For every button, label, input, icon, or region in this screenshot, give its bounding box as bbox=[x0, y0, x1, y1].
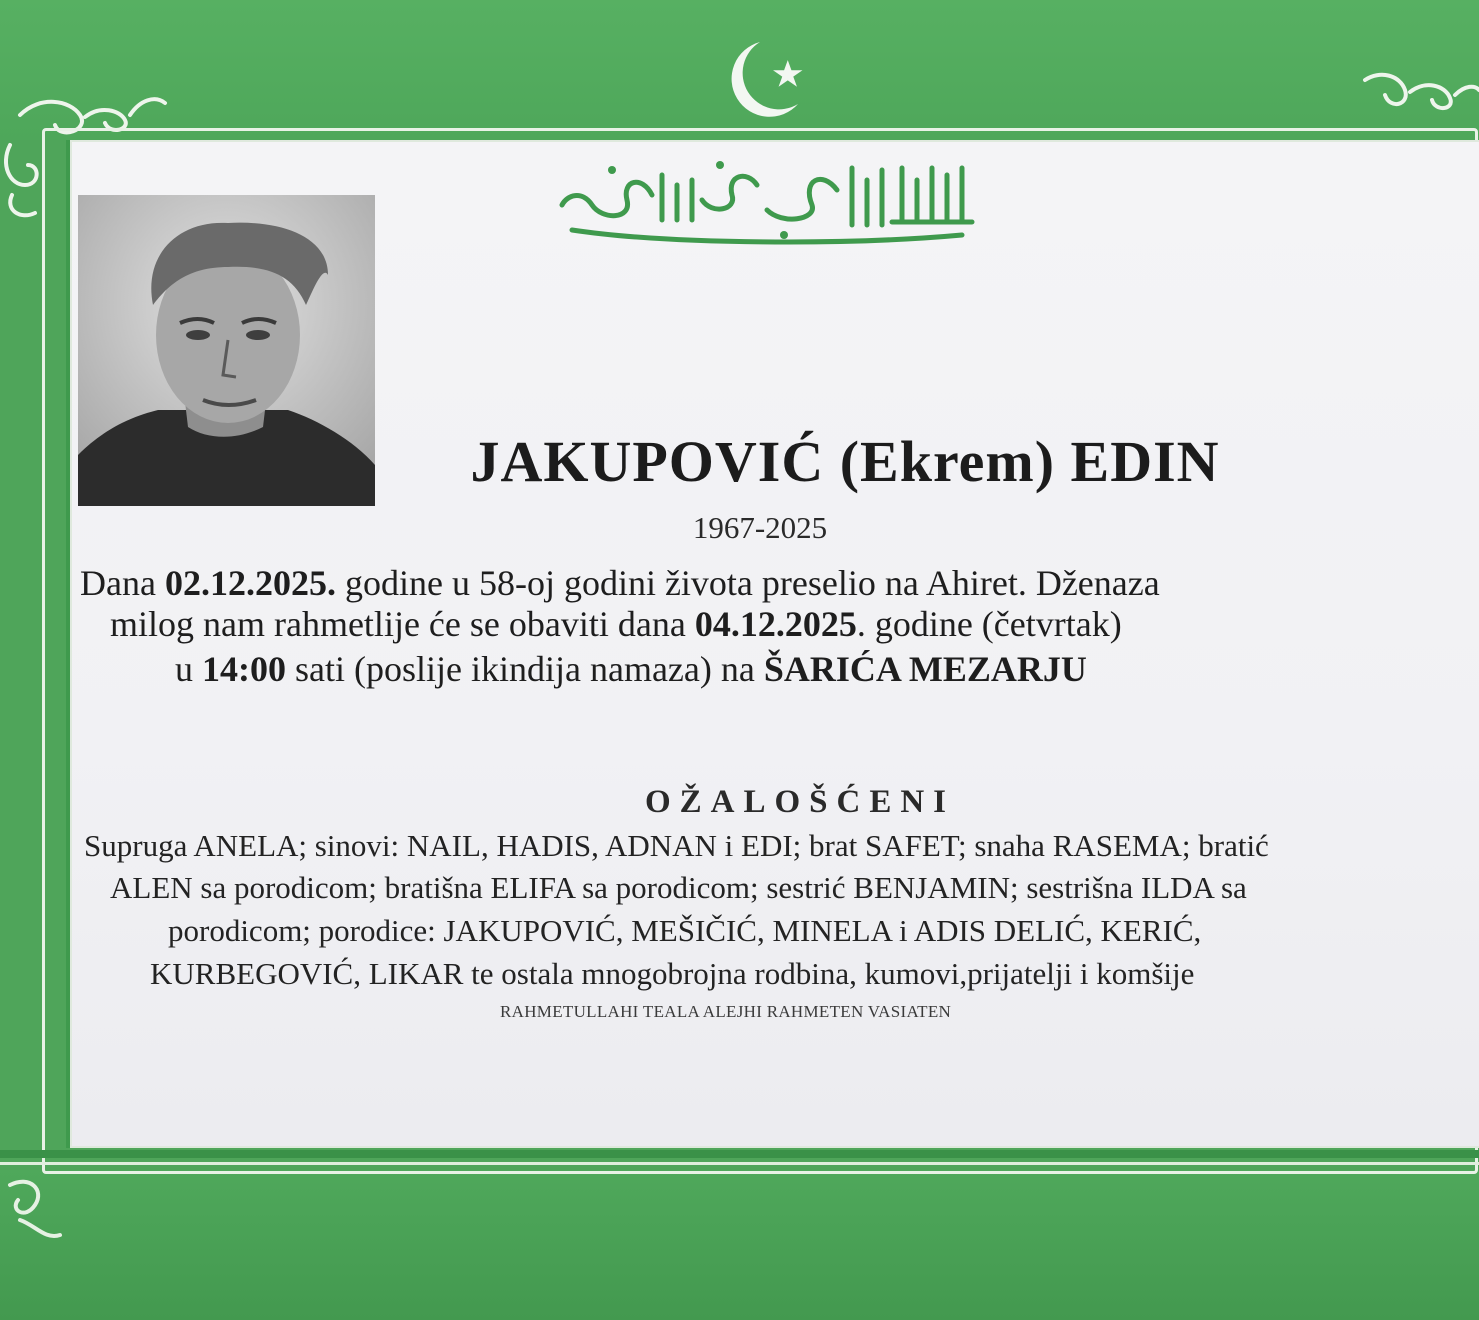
corner-ornament-bottom-left bbox=[0, 1175, 80, 1250]
cemetery-name: ŠARIĆA MEZARJU bbox=[763, 649, 1087, 689]
funeral-time: 14:00 bbox=[202, 649, 286, 689]
announcement-line-1: Dana 02.12.2025. godine u 58-oj godini života preselio na Ahiret. Dženaza bbox=[80, 563, 1160, 603]
deceased-name: JAKUPOVIĆ (Ekrem) EDIN bbox=[470, 429, 1220, 494]
closing-prayer: RAHMETULLAHI TEALA ALEJHI RAHMETEN VASIATEN bbox=[500, 1002, 952, 1021]
crescent-star-icon bbox=[720, 38, 810, 120]
mourners-line: Supruga ANELA; sinovi: NAIL, HADIS, ADNAN i EDI; brat SAFET; snaha RASEMA; bratić bbox=[84, 828, 1269, 863]
death-date: 02.12.2025. bbox=[164, 563, 336, 603]
shahada-text: لا إله إلا الله محمد رسول الله bbox=[758, 210, 770, 211]
mourners-line: KURBEGOVIĆ, LIKAR te ostala mnogobrojna rodbina, kumovi,prijatelji i komšije bbox=[150, 956, 1195, 991]
announcement-line-3: u 14:00 sati (poslije ikindija namaza) na ŠARIĆA MEZARJU bbox=[175, 649, 1087, 689]
shahada-calligraphy bbox=[552, 150, 977, 250]
life-years: 1967-2025 bbox=[692, 510, 828, 545]
frame-bottom-highlight bbox=[0, 1162, 1479, 1165]
mourners-heading: OŽALOŠĆENI bbox=[644, 784, 956, 820]
mourners-line: ALEN sa porodicom; bratišna ELIFA sa porodicom; sestrić BENJAMIN; sestrišna ILDA sa bbox=[110, 870, 1247, 905]
corner-ornament-top-right bbox=[1360, 70, 1479, 130]
announcement-line-2: milog nam rahmetlije će se obaviti dana 04.12.2025. godine (četvrtak) bbox=[110, 604, 1122, 644]
frame-bottom-band bbox=[0, 1170, 1479, 1320]
mourners-line: porodicom; porodice: JAKUPOVIĆ, MEŠIČIĆ, MINELA i ADIS DELIĆ, KERIĆ, bbox=[168, 913, 1202, 948]
frame-bottom-border bbox=[0, 1150, 1479, 1158]
funeral-date: 04.12.2025 bbox=[694, 604, 857, 644]
deceased-photo bbox=[78, 195, 375, 506]
